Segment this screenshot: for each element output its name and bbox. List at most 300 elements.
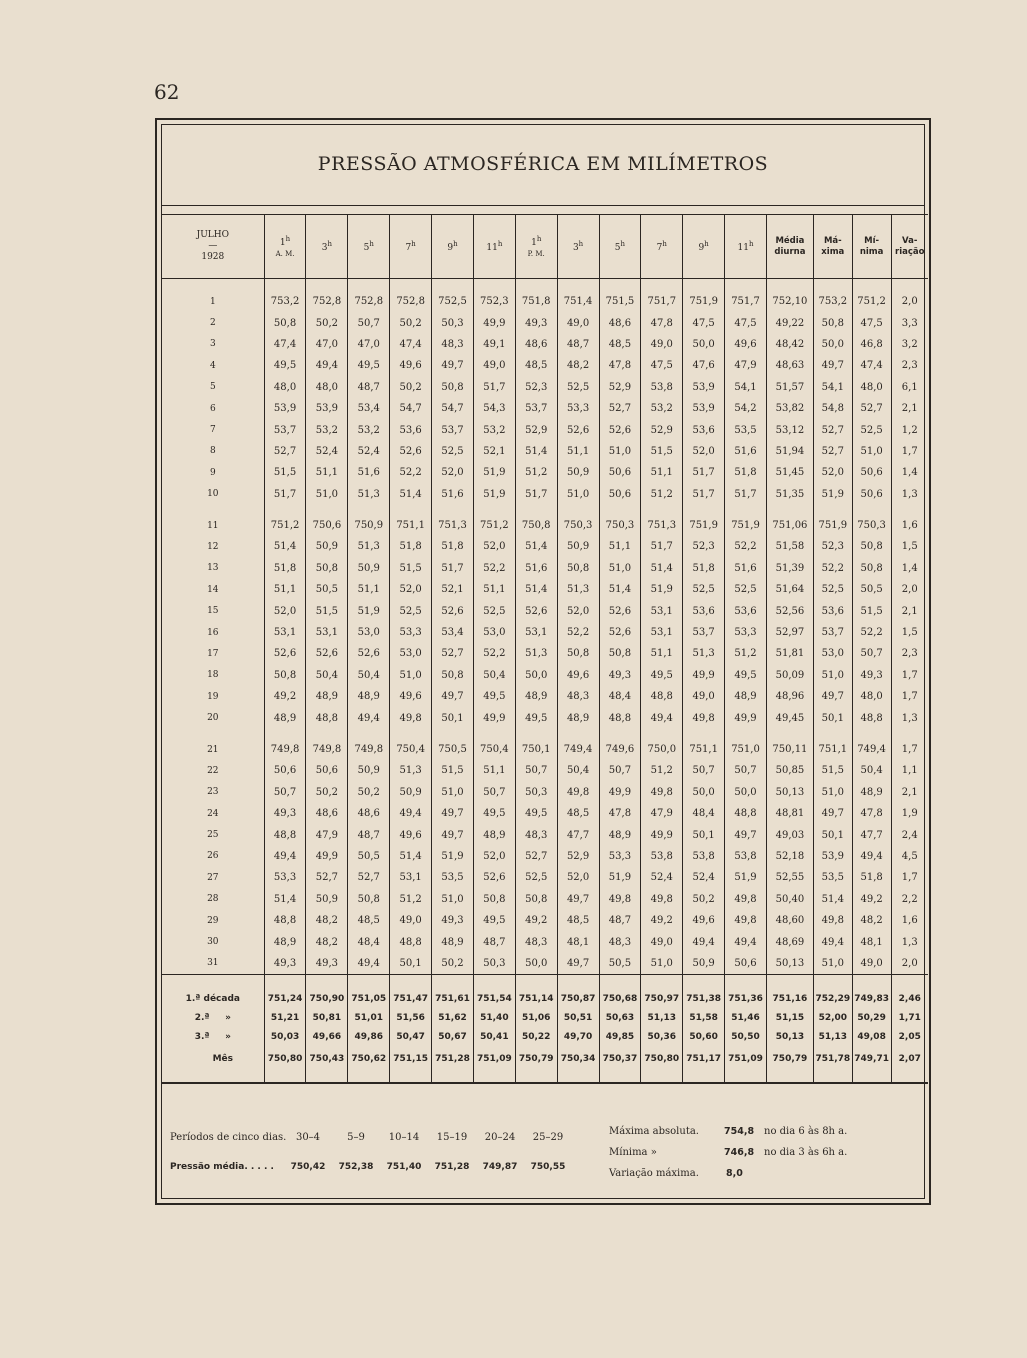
day-cell: 3 [209, 339, 216, 350]
value-cell: 48,7 [599, 910, 641, 931]
value-cell: 749,4 [852, 739, 891, 760]
value-cell: 47,7 [557, 824, 599, 845]
day-cell: 24 [207, 808, 219, 819]
value-cell: 52,6 [264, 643, 306, 664]
value-cell: 49,2 [641, 910, 683, 931]
value-cell: 52,7 [515, 846, 557, 867]
table-bottom [162, 1072, 928, 1083]
value-cell: 50,1 [683, 824, 725, 845]
month-label: Mês [212, 1054, 234, 1065]
value-cell: 48,0 [852, 377, 891, 398]
value-cell: 48,6 [599, 312, 641, 333]
summary-value: 50,13 [766, 1027, 813, 1046]
value-cell: 752,8 [390, 291, 432, 312]
value-cell: 49,5 [515, 803, 557, 824]
value-cell: 49,4 [852, 846, 891, 867]
value-cell: 50,7 [264, 782, 306, 803]
value-cell: 49,0 [641, 931, 683, 952]
day-cell: 12 [207, 541, 219, 552]
value-cell: 53,0 [473, 622, 515, 643]
value-cell: 46,8 [852, 334, 891, 355]
value-cell: 50,9 [557, 462, 599, 483]
value-cell: 51,0 [813, 782, 852, 803]
value-cell: 52,6 [515, 600, 557, 621]
value-cell: 49,8 [725, 910, 767, 931]
value-cell: 52,9 [515, 419, 557, 440]
value-cell: 50,85 [766, 760, 813, 781]
value-cell: 48,7 [348, 824, 390, 845]
value-cell: 2,0 [891, 953, 928, 975]
value-cell: 53,3 [390, 622, 432, 643]
value-cell: 49,0 [852, 953, 891, 975]
summary-divider [162, 975, 928, 990]
value-cell: 47,4 [390, 334, 432, 355]
table-row [162, 579, 928, 600]
value-cell: 50,8 [264, 312, 306, 333]
minima-header: Mí- nima [852, 215, 891, 279]
value-cell: 52,7 [599, 398, 641, 419]
min-text: no dia 3 às 6h a. [764, 1147, 848, 1158]
value-cell: 52,55 [766, 867, 813, 888]
table-row [162, 782, 928, 803]
value-cell: 52,7 [852, 398, 891, 419]
value-cell: 52,6 [557, 419, 599, 440]
value-cell: 1,7 [891, 665, 928, 686]
table-row [162, 760, 928, 781]
period-label: 10–14 [388, 1132, 420, 1143]
hour-header: 9$^h$ [683, 215, 725, 279]
value-cell: 50,5 [306, 579, 348, 600]
value-cell: 4,5 [891, 846, 928, 867]
value-cell: 51,45 [766, 462, 813, 483]
value-cell: 51,8 [264, 558, 306, 579]
value-cell: 53,6 [390, 419, 432, 440]
value-cell: 49,3 [515, 312, 557, 333]
summary-value: 51,06 [515, 1008, 557, 1027]
var-label: Variação máxima. [609, 1168, 699, 1179]
value-cell: 49,8 [683, 707, 725, 728]
value-cell: 49,3 [264, 803, 306, 824]
value-cell: 53,2 [306, 419, 348, 440]
value-cell: 53,1 [515, 622, 557, 643]
value-cell: 47,4 [852, 355, 891, 376]
value-cell: 3,2 [891, 334, 928, 355]
day-cell: 6 [209, 403, 216, 414]
value-cell: 48,2 [852, 910, 891, 931]
value-cell: 52,7 [432, 643, 474, 664]
value-cell: 48,1 [852, 931, 891, 952]
value-cell: 52,5 [813, 579, 852, 600]
value-cell: 52,0 [473, 536, 515, 557]
value-cell: 751,1 [390, 515, 432, 536]
value-cell: 752,5 [432, 291, 474, 312]
value-cell: 1,7 [891, 867, 928, 888]
value-cell: 47,0 [306, 334, 348, 355]
summary-value: 50,63 [599, 1008, 641, 1027]
media-diurna-header: Média diurna [766, 215, 813, 279]
value-cell: 48,8 [725, 803, 767, 824]
summary-value: 750,68 [599, 989, 641, 1008]
value-cell: 52,2 [725, 536, 767, 557]
decade-summary-row [162, 1008, 928, 1027]
value-cell: 51,7 [683, 484, 725, 505]
summary-value: 1,71 [891, 1008, 928, 1027]
value-cell: 51,0 [599, 558, 641, 579]
summary-value: 51,13 [813, 1027, 852, 1046]
month-value: 751,15 [390, 1046, 432, 1072]
pressure-table [162, 214, 928, 1084]
value-cell: 49,8 [390, 707, 432, 728]
value-cell: 51,7 [473, 377, 515, 398]
value-cell: 50,9 [683, 953, 725, 975]
value-cell: 751,2 [473, 515, 515, 536]
value-cell: 53,4 [348, 398, 390, 419]
value-cell: 54,2 [725, 398, 767, 419]
table-row [162, 931, 928, 952]
month-summary-row [162, 1046, 928, 1072]
period-pressure: 749,87 [482, 1162, 518, 1172]
value-cell: 751,3 [432, 515, 474, 536]
value-cell: 52,4 [641, 867, 683, 888]
value-cell: 49,0 [683, 686, 725, 707]
value-cell: 54,7 [432, 398, 474, 419]
day-cell: 21 [207, 744, 219, 755]
value-cell: 49,5 [473, 686, 515, 707]
value-cell: 50,2 [306, 312, 348, 333]
value-cell: 2,4 [891, 824, 928, 845]
value-cell: 51,0 [852, 441, 891, 462]
value-cell: 50,6 [852, 462, 891, 483]
value-cell: 49,9 [683, 665, 725, 686]
value-cell: 50,0 [515, 953, 557, 975]
value-cell: 49,4 [264, 846, 306, 867]
period-pressure: 751,40 [386, 1162, 422, 1172]
spacer-row [162, 279, 928, 292]
hour-header: 9$^h$ [432, 215, 474, 279]
period-label: 25–29 [532, 1132, 564, 1143]
value-cell: 51,0 [432, 782, 474, 803]
value-cell: 53,8 [725, 846, 767, 867]
value-cell: 53,9 [813, 846, 852, 867]
value-cell: 50,6 [599, 484, 641, 505]
value-cell: 53,1 [390, 867, 432, 888]
value-cell: 52,2 [390, 462, 432, 483]
summary-value: 51,13 [641, 1008, 683, 1027]
value-cell: 48,9 [264, 707, 306, 728]
period-pressure: 750,42 [290, 1162, 326, 1172]
value-cell: 52,5 [683, 579, 725, 600]
value-cell: 50,9 [557, 536, 599, 557]
summary-value: 50,47 [390, 1027, 432, 1046]
value-cell: 51,4 [515, 441, 557, 462]
value-cell: 50,0 [683, 782, 725, 803]
value-cell: 50,2 [390, 377, 432, 398]
value-cell: 49,5 [473, 910, 515, 931]
value-cell: 753,2 [264, 291, 306, 312]
value-cell: 49,6 [390, 355, 432, 376]
value-cell: 53,1 [641, 622, 683, 643]
var-value: 8,0 [726, 1168, 743, 1179]
value-cell: 50,2 [390, 312, 432, 333]
value-cell: 51,9 [599, 867, 641, 888]
value-cell: 50,1 [813, 707, 852, 728]
summary-value: 51,58 [683, 1008, 725, 1027]
value-cell: 50,2 [348, 782, 390, 803]
value-cell: 1,6 [891, 910, 928, 931]
value-cell: 50,3 [432, 312, 474, 333]
month-value: 750,37 [599, 1046, 641, 1072]
value-cell: 48,3 [599, 931, 641, 952]
value-cell: 48,8 [306, 707, 348, 728]
value-cell: 48,7 [473, 931, 515, 952]
value-cell: 48,2 [306, 910, 348, 931]
value-cell: 50,8 [557, 558, 599, 579]
value-cell: 751,0 [725, 739, 767, 760]
table-row [162, 824, 928, 845]
table-row [162, 536, 928, 557]
summary-value: 50,03 [264, 1027, 306, 1046]
summary-value: 751,61 [432, 989, 474, 1008]
max-abs-label: Máxima absoluta. [609, 1126, 699, 1137]
value-cell: 51,3 [348, 536, 390, 557]
value-cell: 51,0 [813, 953, 852, 975]
hour-header: 7$^h$ [390, 215, 432, 279]
value-cell: 47,5 [725, 312, 767, 333]
value-cell: 52,7 [264, 441, 306, 462]
value-cell: 751,1 [813, 739, 852, 760]
value-cell: 1,7 [891, 441, 928, 462]
period-pressure: 751,28 [434, 1162, 470, 1172]
value-cell: 49,4 [641, 707, 683, 728]
value-cell: 53,1 [306, 622, 348, 643]
value-cell: 51,9 [348, 600, 390, 621]
value-cell: 48,81 [766, 803, 813, 824]
value-cell: 1,6 [891, 515, 928, 536]
value-cell: 52,56 [766, 600, 813, 621]
value-cell: 48,7 [557, 334, 599, 355]
value-cell: 50,3 [473, 953, 515, 975]
value-cell: 750,5 [432, 739, 474, 760]
table-row [162, 622, 928, 643]
table-row [162, 398, 928, 419]
period-label: 5–9 [347, 1132, 365, 1143]
day-cell: 2 [209, 318, 216, 329]
value-cell: 50,40 [766, 889, 813, 910]
value-cell: 49,5 [725, 665, 767, 686]
summary-value: 50,67 [432, 1027, 474, 1046]
value-cell: 52,5 [725, 579, 767, 600]
summary-value: 51,15 [766, 1008, 813, 1027]
value-cell: 1,7 [891, 739, 928, 760]
summary-value: 51,21 [264, 1008, 306, 1027]
value-cell: 50,4 [348, 665, 390, 686]
value-cell: 751,7 [725, 291, 767, 312]
value-cell: 53,8 [641, 377, 683, 398]
value-cell: 750,8 [515, 515, 557, 536]
value-cell: 50,8 [515, 889, 557, 910]
value-cell: 51,8 [725, 462, 767, 483]
value-cell: 751,9 [683, 291, 725, 312]
value-cell: 52,0 [473, 846, 515, 867]
value-cell: 49,2 [852, 889, 891, 910]
value-cell: 750,4 [390, 739, 432, 760]
value-cell: 52,6 [306, 643, 348, 664]
value-cell: 54,8 [813, 398, 852, 419]
value-cell: 48,0 [306, 377, 348, 398]
day-cell: 31 [207, 958, 219, 969]
value-cell: 49,5 [264, 355, 306, 376]
value-cell: 49,4 [348, 953, 390, 975]
value-cell: 52,6 [390, 441, 432, 462]
value-cell: 49,6 [683, 910, 725, 931]
pressure-label: Pressão média. . . . . [170, 1162, 274, 1172]
value-cell: 48,9 [348, 686, 390, 707]
value-cell: 48,8 [641, 686, 683, 707]
value-cell: 50,7 [515, 760, 557, 781]
value-cell: 53,9 [683, 377, 725, 398]
value-cell: 52,7 [306, 867, 348, 888]
value-cell: 50,4 [306, 665, 348, 686]
value-cell: 52,0 [390, 579, 432, 600]
value-cell: 50,2 [306, 782, 348, 803]
summary-value: 750,90 [306, 989, 348, 1008]
summary-value: 49,70 [557, 1027, 599, 1046]
value-cell: 48,9 [473, 824, 515, 845]
day-cell: 14 [207, 584, 219, 595]
value-cell: 49,7 [432, 686, 474, 707]
value-cell: 50,09 [766, 665, 813, 686]
table-row [162, 707, 928, 728]
value-cell: 749,6 [599, 739, 641, 760]
value-cell: 51,1 [641, 462, 683, 483]
value-cell: 53,5 [432, 867, 474, 888]
value-cell: 50,6 [725, 953, 767, 975]
value-cell: 48,42 [766, 334, 813, 355]
decade-summary-row [162, 989, 928, 1008]
value-cell: 47,9 [306, 824, 348, 845]
value-cell: 749,8 [264, 739, 306, 760]
summary-value: 751,47 [390, 989, 432, 1008]
day-cell: 26 [207, 851, 219, 862]
summary-value: 751,36 [725, 989, 767, 1008]
value-cell: 54,3 [473, 398, 515, 419]
value-cell: 51,6 [725, 441, 767, 462]
value-cell: 751,9 [683, 515, 725, 536]
value-cell: 51,8 [390, 536, 432, 557]
period-pressure: 750,55 [530, 1162, 566, 1172]
value-cell: 50,5 [852, 579, 891, 600]
value-cell: 51,5 [813, 760, 852, 781]
value-cell: 48,1 [557, 931, 599, 952]
value-cell: 52,2 [473, 643, 515, 664]
value-cell: 51,1 [599, 536, 641, 557]
value-cell: 53,3 [599, 846, 641, 867]
value-cell: 49,3 [599, 665, 641, 686]
value-cell: 752,8 [306, 291, 348, 312]
value-cell: 50,1 [390, 953, 432, 975]
value-cell: 53,7 [683, 622, 725, 643]
value-cell: 52,9 [641, 419, 683, 440]
day-cell: 29 [207, 915, 219, 926]
day-cell: 28 [207, 894, 219, 905]
value-cell: 750,6 [306, 515, 348, 536]
value-cell: 47,8 [641, 312, 683, 333]
value-cell: 53,82 [766, 398, 813, 419]
value-cell: 52,0 [432, 462, 474, 483]
value-cell: 1,4 [891, 462, 928, 483]
value-cell: 750,11 [766, 739, 813, 760]
summary-value: 50,50 [725, 1027, 767, 1046]
table-row [162, 419, 928, 440]
value-cell: 53,2 [473, 419, 515, 440]
value-cell: 3,3 [891, 312, 928, 333]
table-row [162, 889, 928, 910]
value-cell: 49,45 [766, 707, 813, 728]
value-cell: 49,4 [306, 355, 348, 376]
value-cell: 49,4 [683, 931, 725, 952]
day-cell: 7 [209, 425, 216, 436]
value-cell: 49,7 [557, 889, 599, 910]
value-cell: 48,9 [515, 686, 557, 707]
value-cell: 48,9 [264, 931, 306, 952]
summary-value: 2,46 [891, 989, 928, 1008]
value-cell: 49,3 [852, 665, 891, 686]
value-cell: 49,5 [348, 355, 390, 376]
value-cell: 52,5 [473, 600, 515, 621]
day-cell: 16 [207, 627, 219, 638]
value-cell: 51,94 [766, 441, 813, 462]
value-cell: 48,7 [348, 377, 390, 398]
value-cell: 48,8 [852, 707, 891, 728]
value-cell: 47,8 [852, 803, 891, 824]
day-cell: 22 [207, 765, 219, 776]
value-cell: 2,3 [891, 643, 928, 664]
summary-value: 2,05 [891, 1027, 928, 1046]
month-value: 751,28 [432, 1046, 474, 1072]
value-cell: 49,8 [641, 889, 683, 910]
day-cell: 18 [207, 670, 219, 681]
value-cell: 54,1 [725, 377, 767, 398]
value-cell: 47,5 [641, 355, 683, 376]
value-cell: 53,1 [264, 622, 306, 643]
value-cell: 1,3 [891, 484, 928, 505]
value-cell: 2,0 [891, 579, 928, 600]
day-cell: 1 [209, 296, 216, 307]
value-cell: 53,0 [813, 643, 852, 664]
value-cell: 1,7 [891, 686, 928, 707]
value-cell: 1,5 [891, 622, 928, 643]
value-cell: 53,1 [641, 600, 683, 621]
table-row [162, 910, 928, 931]
table-row [162, 377, 928, 398]
decade-label: 2.ª » [194, 1012, 231, 1023]
value-cell: 51,6 [432, 484, 474, 505]
value-cell: 49,7 [432, 355, 474, 376]
hour-header: 1$^h$ P. M. [515, 215, 557, 279]
value-cell: 52,18 [766, 846, 813, 867]
value-cell: 51,6 [515, 558, 557, 579]
table-row [162, 441, 928, 462]
max-abs-text: no dia 6 às 8h a. [764, 1126, 848, 1137]
day-cell: 4 [209, 360, 216, 371]
value-cell: 48,5 [557, 803, 599, 824]
value-cell: 51,8 [683, 558, 725, 579]
summary-value: 751,14 [515, 989, 557, 1008]
value-cell: 49,3 [264, 953, 306, 975]
value-cell: 49,7 [725, 824, 767, 845]
summary-value: 751,54 [473, 989, 515, 1008]
value-cell: 48,9 [557, 707, 599, 728]
